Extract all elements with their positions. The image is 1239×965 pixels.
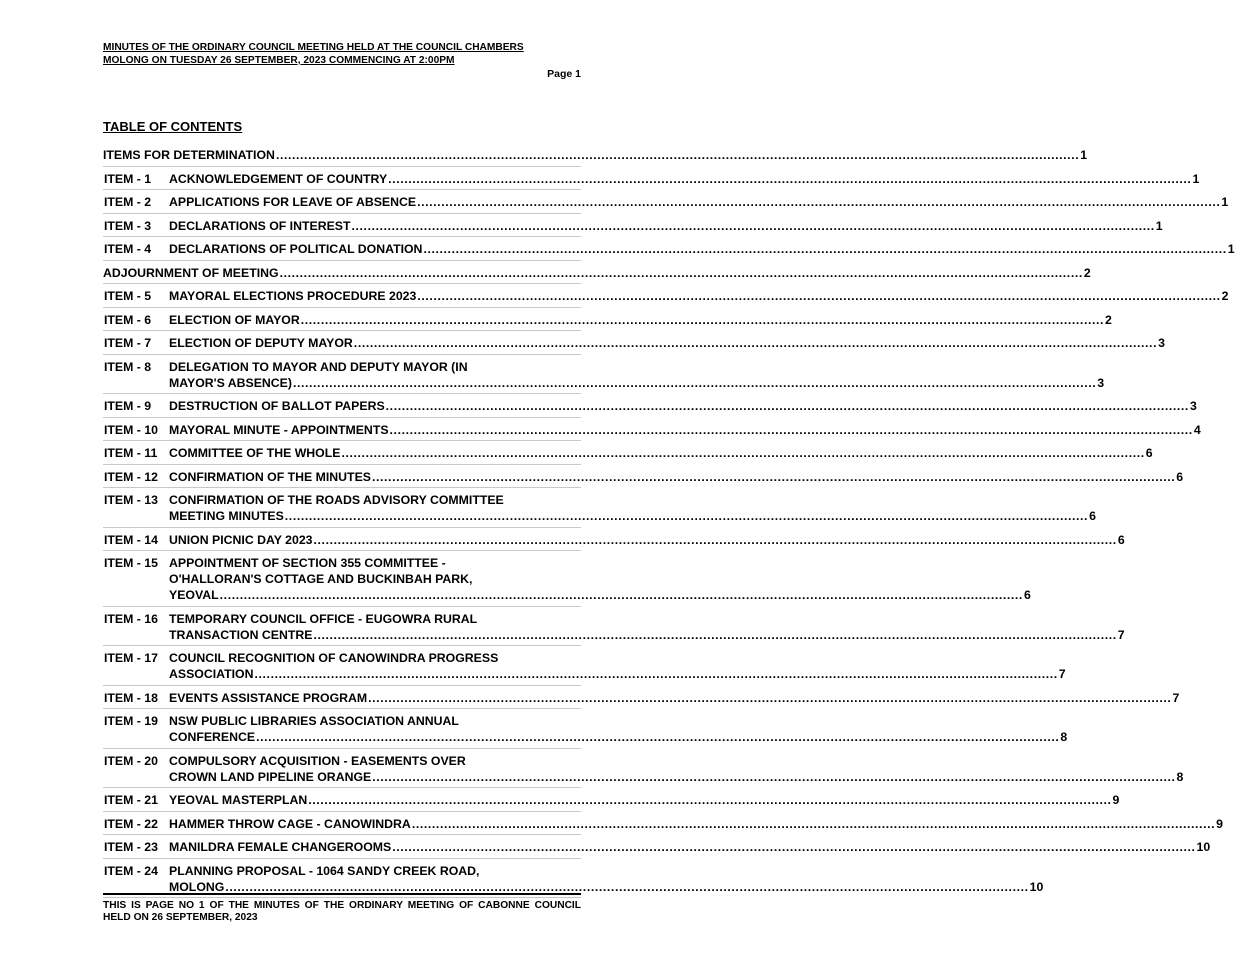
toc-item-title: MAYORAL ELECTIONS PROCEDURE 2023 <box>169 289 417 303</box>
toc-item-title: CONFIRMATION OF THE ROADS ADVISORY COMMITTEE <box>169 493 504 507</box>
toc-item-number: ITEM - 2 <box>104 195 152 209</box>
toc-item-title: UNION PICNIC DAY 2023 <box>169 532 313 547</box>
toc-item-title: ACKNOWLEDGEMENT OF COUNTRY <box>169 171 388 186</box>
toc-item-title: APPOINTMENT OF SECTION 355 COMMITTEE - <box>169 556 446 570</box>
toc-item-number: ITEM - 21 <box>104 793 158 807</box>
toc-item-number: ITEM - 10 <box>104 422 158 437</box>
toc-leader-dots: ........................................................................................................................................................................................................ <box>308 793 1112 807</box>
toc-page-number: 7 <box>1058 667 1066 681</box>
toc-page-number: 3 <box>1097 375 1105 390</box>
toc-page-number: 9 <box>1112 793 1120 807</box>
toc-item-number: ITEM - 13 <box>104 493 158 507</box>
toc-entry[interactable] <box>103 214 1163 238</box>
toc-leader-dots: ........................................................................................................................................................................................................ <box>279 265 1083 280</box>
toc-item-number: ITEM - 3 <box>104 218 152 233</box>
toc-leader-dots: ........................................................................................................................................................................................................ <box>292 375 1097 390</box>
toc-leader-dots: ........................................................................................................................................................................................................ <box>417 195 1221 209</box>
toc-item-number: ITEM - 5 <box>104 289 152 303</box>
toc-item-number: ITEM - 4 <box>104 242 152 256</box>
document-header <box>103 41 581 67</box>
toc-leader-dots: ........................................................................................................................................................................................................ <box>256 730 1060 744</box>
toc-leader-dots: ........................................................................................................................................................................................................ <box>385 399 1189 413</box>
toc-item-title: MANILDRA FEMALE CHANGEROOMS <box>169 840 392 854</box>
toc-page-number: 10 <box>1196 840 1211 854</box>
toc-item-title: MAYORAL MINUTE - APPOINTMENTS <box>169 422 389 437</box>
toc-item-title: CONFIRMATION OF THE MINUTES <box>169 469 371 484</box>
toc-leader-dots: ........................................................................................................................................................................................................ <box>392 840 1196 854</box>
toc-entry[interactable] <box>103 788 1120 812</box>
toc-item-title: PLANNING PROPOSAL - 1064 SANDY CREEK ROAD, <box>169 863 480 878</box>
toc-page-number: 2 <box>1221 289 1229 303</box>
toc-item-number: ITEM - 24 <box>104 863 158 878</box>
toc-leader-dots: ........................................................................................................................................................................................................ <box>417 289 1221 303</box>
toc-item-title: COUNCIL RECOGNITION OF CANOWINDRA PROGRESS <box>169 651 499 665</box>
toc-item-title: CROWN LAND PIPELINE ORANGE <box>169 769 372 784</box>
toc-item-title: DESTRUCTION OF BALLOT PAPERS <box>169 399 385 413</box>
toc-entry[interactable] <box>103 355 1105 395</box>
header-title-line-1: MINUTES OF THE ORDINARY COUNCIL MEETING HELD AT THE COUNCIL CHAMBERS <box>103 42 524 53</box>
toc-entry[interactable] <box>103 143 1088 167</box>
toc-entry[interactable] <box>103 331 1165 355</box>
toc-page-number: 6 <box>1176 469 1184 484</box>
toc-page-number: 1 <box>1221 195 1229 209</box>
toc-item-title: MEETING MINUTES <box>169 509 284 523</box>
page-footer <box>103 893 581 924</box>
toc-item-number: ITEM - 11 <box>104 446 158 460</box>
table-of-contents <box>103 143 1235 898</box>
toc-item-title: O'HALLORAN'S COTTAGE AND BUCKINBAH PARK, <box>169 572 473 586</box>
toc-leader-dots: ........................................................................................................................................................................................................ <box>275 148 1080 162</box>
toc-leader-dots: ........................................................................................................................................................................................................ <box>368 690 1172 705</box>
toc-item-number: ITEM - 16 <box>104 611 158 626</box>
toc-item-title: ELECTION OF MAYOR <box>169 312 300 327</box>
toc-leader-dots: ........................................................................................................................................................................................................ <box>411 816 1216 831</box>
toc-page-number: 8 <box>1176 769 1184 784</box>
toc-entry[interactable] <box>103 551 1031 607</box>
toc-item-title: MOLONG <box>169 879 225 894</box>
toc-leader-dots: ........................................................................................................................................................................................................ <box>219 588 1023 602</box>
toc-page-number: 9 <box>1216 816 1223 831</box>
toc-item-title: ASSOCIATION <box>169 667 254 681</box>
toc-entry[interactable] <box>103 237 1235 261</box>
toc-leader-dots: ........................................................................................................................................................................................................ <box>423 242 1227 256</box>
toc-leader-dots: ........................................................................................................................................................................................................ <box>284 509 1089 523</box>
toc-item-title: COMMITTEE OF THE WHOLE <box>169 446 341 460</box>
toc-item-title: TRANSACTION CENTRE <box>169 627 313 642</box>
toc-leader-dots: ........................................................................................................................................................................................................ <box>313 627 1117 642</box>
toc-item-number: ITEM - 6 <box>104 312 152 327</box>
toc-entry[interactable] <box>103 528 1125 552</box>
toc-page-number: 8 <box>1060 730 1068 744</box>
footer-text: THIS IS PAGE NO 1 OF THE MINUTES OF THE ORDINARY MEETING OF CABONNE COUNCIL HELD ON 26 SEPTEMBER, 2023 <box>103 900 581 923</box>
toc-page-number: 7 <box>1172 690 1180 705</box>
toc-page-number: 2 <box>1083 265 1091 280</box>
toc-entry[interactable] <box>103 749 1184 789</box>
toc-item-number: ITEM - 1 <box>104 171 152 186</box>
toc-entry[interactable] <box>103 835 1211 859</box>
toc-item-number: ITEM - 22 <box>104 816 158 831</box>
toc-page-number: 3 <box>1158 336 1165 350</box>
toc-entry[interactable] <box>103 418 1201 442</box>
toc-item-number: ITEM - 19 <box>104 714 158 728</box>
toc-item-number: ITEM - 7 <box>104 336 152 350</box>
toc-item-title: CONFERENCE <box>169 730 256 744</box>
toc-entry[interactable] <box>103 394 1197 418</box>
toc-item-title: ADJOURNMENT OF MEETING <box>103 265 279 280</box>
toc-entry[interactable] <box>103 441 1153 465</box>
toc-item-title: NSW PUBLIC LIBRARIES ASSOCIATION ANNUAL <box>169 714 459 728</box>
page-number: Page 1 <box>547 68 581 80</box>
toc-page-number: 10 <box>1029 879 1044 894</box>
toc-leader-dots: ........................................................................................................................................................................................................ <box>313 532 1117 547</box>
toc-page-number: 6 <box>1145 446 1153 460</box>
toc-item-number: ITEM - 8 <box>104 359 152 374</box>
toc-item-title: DECLARATIONS OF POLITICAL DONATION <box>169 242 423 256</box>
toc-entry[interactable] <box>103 709 1068 749</box>
toc-item-number: ITEM - 23 <box>104 840 158 854</box>
toc-entry[interactable] <box>103 686 1180 710</box>
toc-entry[interactable] <box>103 812 1223 836</box>
toc-heading: TABLE OF CONTENTS <box>103 119 243 134</box>
toc-leader-dots: ........................................................................................................................................................................................................ <box>254 667 1058 681</box>
toc-item-number: ITEM - 18 <box>104 690 158 705</box>
toc-entry[interactable] <box>103 167 1200 191</box>
toc-leader-dots: ........................................................................................................................................................................................................ <box>351 218 1155 233</box>
toc-item-title: YEOVAL MASTERPLAN <box>169 793 308 807</box>
toc-page-number: 3 <box>1189 399 1197 413</box>
toc-leader-dots: ........................................................................................................................................................................................................ <box>388 171 1192 186</box>
toc-item-title: ITEMS FOR DETERMINATION <box>103 148 275 162</box>
toc-item-title: DECLARATIONS OF INTEREST <box>169 218 351 233</box>
toc-leader-dots: ........................................................................................................................................................................................................ <box>341 446 1145 460</box>
toc-item-number: ITEM - 17 <box>104 651 158 665</box>
toc-leader-dots: ........................................................................................................................................................................................................ <box>353 336 1158 350</box>
toc-page-number: 6 <box>1089 509 1096 523</box>
toc-item-title: COMPULSORY ACQUISITION - EASEMENTS OVER <box>169 753 466 768</box>
toc-entry[interactable] <box>103 488 1096 528</box>
toc-entry[interactable] <box>103 607 1125 647</box>
toc-page-number: 6 <box>1117 532 1125 547</box>
toc-item-title: ELECTION OF DEPUTY MAYOR <box>169 336 353 350</box>
toc-item-number: ITEM - 12 <box>104 469 158 484</box>
toc-entry[interactable] <box>103 646 1066 686</box>
toc-page-number: 1 <box>1155 218 1163 233</box>
toc-entry[interactable] <box>103 308 1112 332</box>
toc-entry[interactable] <box>103 261 1091 285</box>
toc-page-number: 6 <box>1023 588 1031 602</box>
toc-entry[interactable] <box>103 190 1229 214</box>
toc-item-title: YEOVAL <box>169 588 219 602</box>
toc-page-number: 4 <box>1193 422 1201 437</box>
toc-item-number: ITEM - 14 <box>104 532 158 547</box>
toc-leader-dots: ........................................................................................................................................................................................................ <box>371 469 1176 484</box>
toc-item-title: EVENTS ASSISTANCE PROGRAM <box>169 690 368 705</box>
toc-page-number: 1 <box>1080 148 1088 162</box>
toc-page-number: 1 <box>1227 242 1235 256</box>
toc-item-title: MAYOR'S ABSENCE) <box>169 375 292 390</box>
toc-item-number: ITEM - 15 <box>104 556 158 570</box>
toc-leader-dots: ........................................................................................................................................................................................................ <box>300 312 1105 327</box>
toc-item-title: HAMMER THROW CAGE - CANOWINDRA <box>169 816 411 831</box>
toc-entry[interactable] <box>103 284 1229 308</box>
toc-page-number: 7 <box>1117 627 1125 642</box>
toc-leader-dots: ........................................................................................................................................................................................................ <box>372 769 1176 784</box>
toc-item-title: APPLICATIONS FOR LEAVE OF ABSENCE <box>169 195 417 209</box>
toc-item-title: DELEGATION TO MAYOR AND DEPUTY MAYOR (IN <box>169 359 468 374</box>
toc-entry[interactable] <box>103 465 1184 489</box>
toc-page-number: 2 <box>1105 312 1112 327</box>
header-title-line-2: MOLONG ON TUESDAY 26 SEPTEMBER, 2023 COMMENCING AT 2:00PM <box>103 55 455 66</box>
toc-leader-dots: ........................................................................................................................................................................................................ <box>225 879 1029 894</box>
toc-page-number: 1 <box>1192 171 1200 186</box>
toc-item-title: TEMPORARY COUNCIL OFFICE - EUGOWRA RURAL <box>169 611 478 626</box>
toc-item-number: ITEM - 20 <box>104 753 158 768</box>
toc-item-number: ITEM - 9 <box>104 399 152 413</box>
toc-leader-dots: ........................................................................................................................................................................................................ <box>389 422 1193 437</box>
